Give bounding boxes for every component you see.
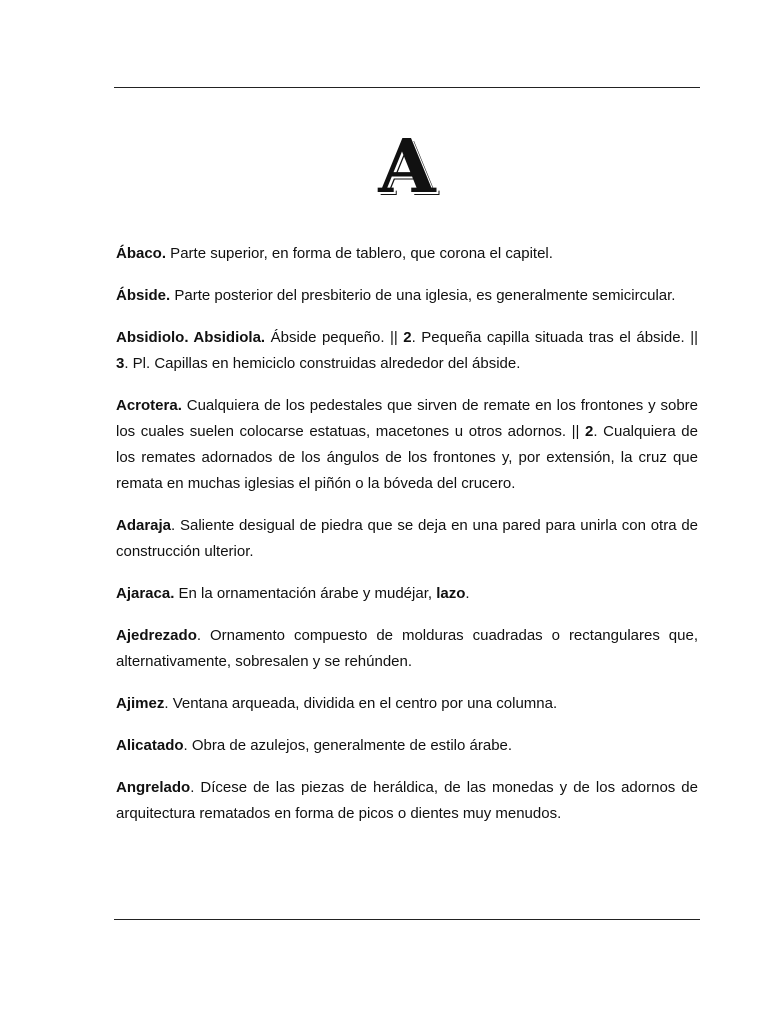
entry-acrotera bbox=[116, 393, 698, 497]
entry-adaraja bbox=[116, 513, 698, 565]
entry-term: Acrotera. bbox=[116, 397, 182, 414]
sense-number: 2 bbox=[585, 423, 594, 440]
bottom-rule bbox=[114, 919, 700, 920]
entry-alicatado bbox=[116, 733, 698, 759]
entry-definition: . Cualquiera de los remates adornados de los ángulos de los frontones y, por extensión, la cruz que remata en muchas iglesias el piñón o la bóveda del crucero. bbox=[116, 423, 698, 492]
entry-absidiolo bbox=[116, 325, 698, 377]
entry-term: Ábside. bbox=[116, 287, 171, 304]
cross-reference: lazo bbox=[436, 585, 466, 602]
entry-term: Ajimez bbox=[116, 695, 165, 712]
entry-definition: Cualquiera de los pedestales que sirven de remate en los frontones y sobre los cuales suelen colocarse estatuas, macetones u otros adornos. || bbox=[116, 397, 698, 440]
entry-definition: . Pl. Capillas en hemiciclo construidas alrededor del ábside. bbox=[124, 355, 521, 372]
entry-definition: . Ornamento compuesto de molduras cuadradas o rectangulares que, alternativamente, sobresalen y se rehúnden. bbox=[116, 627, 698, 670]
entry-definition: . Saliente desigual de piedra que se deja en una pared para unirla con otra de construcción ulterior. bbox=[116, 517, 698, 560]
entry-term: Ajedrezado bbox=[116, 627, 197, 644]
entry-angrelado bbox=[116, 775, 698, 827]
entry-term: Alicatado bbox=[116, 737, 184, 754]
glossary-entries bbox=[116, 241, 698, 843]
entry-term: Adaraja bbox=[116, 517, 172, 534]
entry-definition: Ábside pequeño. || bbox=[265, 329, 404, 346]
entry-abside bbox=[116, 283, 698, 309]
entry-definition: En la ornamentación árabe y mudéjar, bbox=[174, 585, 437, 602]
sense-number: 2 bbox=[403, 329, 412, 346]
entry-definition: . Pequeña capilla situada tras el ábside. || bbox=[411, 329, 699, 346]
entry-definition: . Obra de azulejos, generalmente de estilo árabe. bbox=[183, 737, 513, 754]
entry-ajedrezado bbox=[116, 623, 698, 675]
top-rule bbox=[114, 87, 700, 88]
entry-definition: . Dícese de las piezas de heráldica, de las monedas y de los adornos de arquitectura rematados en forma de picos o dientes muy menudos. bbox=[116, 779, 698, 822]
entry-definition: Parte posterior del presbiterio de una iglesia, es generalmente semicircular. bbox=[170, 287, 676, 304]
entry-abaco bbox=[116, 241, 698, 267]
entry-definition: Parte superior, en forma de tablero, que corona el capitel. bbox=[166, 245, 553, 262]
entry-term: Ábaco. bbox=[116, 245, 167, 262]
sense-number: 3 bbox=[116, 355, 125, 372]
entry-definition-end: . bbox=[465, 585, 470, 602]
entry-definition: . Ventana arqueada, dividida en el centro por una columna. bbox=[164, 695, 558, 712]
section-initial-letter: A bbox=[378, 124, 436, 210]
entry-term: Absidiolo. Absidiola. bbox=[116, 329, 266, 346]
entry-term: Angrelado bbox=[116, 779, 191, 796]
entry-term: Ajaraca. bbox=[116, 585, 175, 602]
entry-ajimez bbox=[116, 691, 698, 717]
entry-ajaraca bbox=[116, 581, 698, 607]
